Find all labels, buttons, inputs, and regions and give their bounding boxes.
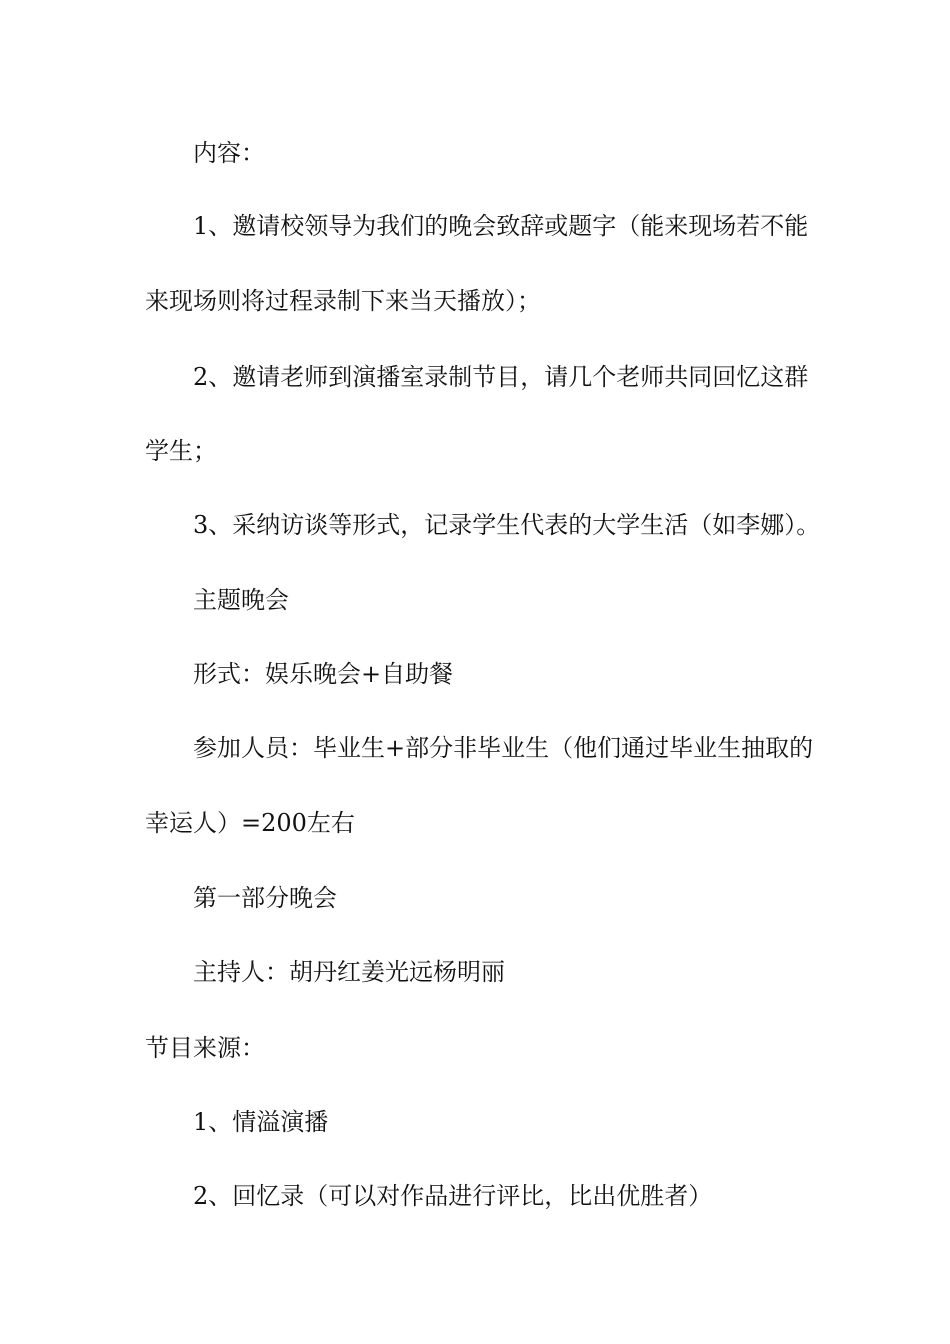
paragraph-line: 主持人：胡丹红姜光远杨明丽 [193, 958, 505, 986]
paragraph-line: 2、邀请老师到演播室录制节目，请几个老师共同回忆这群 [193, 363, 809, 391]
paragraph-line: 节目来源： [145, 1034, 265, 1062]
paragraph-line: 来现场则将过程录制下来当天播放）； [145, 287, 541, 315]
paragraph-line: 参加人员：毕业生+部分非毕业生（他们通过毕业生抽取的 [193, 734, 814, 762]
section-heading: 第一部分晚会 [193, 884, 337, 912]
paragraph-line: 幸运人）=200左右 [145, 809, 355, 837]
paragraph-line: 学生； [145, 437, 217, 465]
section-heading: 主题晚会 [193, 586, 289, 614]
paragraph-line: 3、采纳访谈等形式，记录学生代表的大学生活（如李娜）。 [193, 511, 821, 539]
paragraph-line: 形式：娱乐晚会+自助餐 [193, 660, 454, 688]
content-heading: 内容： [193, 139, 265, 167]
list-item: 2、回忆录（可以对作品进行评比，比出优胜者） [193, 1182, 713, 1210]
paragraph-line: 1、邀请校领导为我们的晚会致辞或题字（能来现场若不能 [193, 212, 809, 240]
list-item: 1、情溢演播 [193, 1108, 329, 1136]
